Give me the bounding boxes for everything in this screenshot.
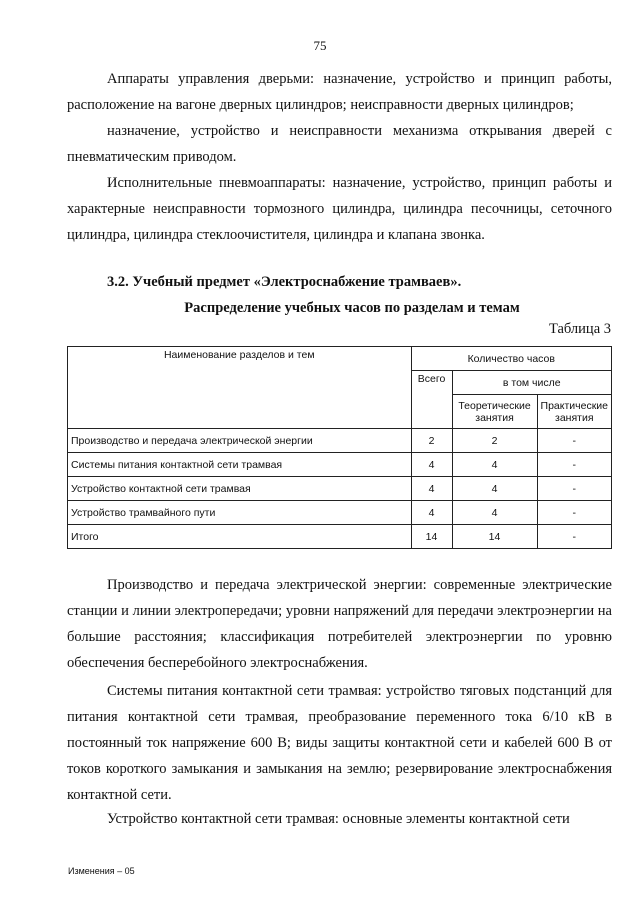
row-name: Устройство трамвайного пути xyxy=(68,501,412,525)
row-practice: - xyxy=(537,477,611,501)
table-heading: Распределение учебных часов по разделам и темам xyxy=(184,300,520,316)
paragraph-energy-production: Производство и передача электрической энергии: современные электрические станции и линии электропередачи; уровни напряжений для передачи электроэнергии на большие расстояния; классификация потребителей электроэнергии по уровню обеспечения бесперебойного электроснабжения. xyxy=(67,577,612,671)
row-theory: 4 xyxy=(452,477,537,501)
table-row xyxy=(68,453,612,477)
row-theory: 14 xyxy=(452,525,537,549)
row-theory: 2 xyxy=(452,429,537,453)
footer-note: Изменения – 05 xyxy=(68,866,135,876)
table-label: Таблица 3 xyxy=(548,321,611,337)
row-total: 14 xyxy=(411,525,452,549)
row-practice: - xyxy=(537,501,611,525)
row-theory: 4 xyxy=(452,453,537,477)
header-including: в том числе xyxy=(452,371,611,395)
paragraph-contact-network: Устройство контактной сети трамвая: основные элементы контактной сети xyxy=(107,811,570,827)
table-row xyxy=(68,501,612,525)
row-practice: - xyxy=(537,453,611,477)
header-total: Всего xyxy=(411,371,452,429)
header-theory: Теоретические занятия xyxy=(452,395,537,429)
row-practice: - xyxy=(537,525,611,549)
hours-table xyxy=(67,346,612,549)
row-name: Устройство контактной сети трамвая xyxy=(68,477,412,501)
paragraph-door-controls: Аппараты управления дверьми: назначение, устройство и принцип работы, расположение на вагоне дверных цилиндров; неисправности дверных цилиндров; xyxy=(67,71,612,113)
table-row xyxy=(68,429,612,453)
paragraph-door-mechanism: назначение, устройство и неисправности механизма открывания дверей с пневматическим приводом. xyxy=(67,123,612,165)
table-row-total xyxy=(68,525,612,549)
row-practice: - xyxy=(537,429,611,453)
row-total: 4 xyxy=(411,501,452,525)
page-number: 75 xyxy=(313,38,327,53)
row-name: Производство и передача электрической энергии xyxy=(68,429,412,453)
row-total: 4 xyxy=(411,453,452,477)
paragraph-power-supply: Системы питания контактной сети трамвая: устройство тяговых подстанций для питания контактной сети трамвая, преобразование переменного тока 6/10 кВ в постоянный ток напряжение 600 В; виды защиты контактной сети и кабелей 600 В от токов короткого замыкания и замыкания на землю; резервирование электроснабжения контактной сети. xyxy=(67,683,612,803)
row-name: Итого xyxy=(68,525,412,549)
table-row xyxy=(68,477,612,501)
header-hours: Количество часов xyxy=(411,347,611,371)
header-section-name: Наименование разделов и тем xyxy=(68,347,412,429)
row-total: 4 xyxy=(411,477,452,501)
row-total: 2 xyxy=(411,429,452,453)
row-name: Системы питания контактной сети трамвая xyxy=(68,453,412,477)
paragraph-pneumatic-devices: Исполнительные пневмоаппараты: назначение, устройство, принцип работы и характерные неисправности тормозного цилиндра, цилиндра песочницы, сеточного цилиндра, цилиндра стеклоочистителя, цилиндра и клапана звонка. xyxy=(67,175,612,243)
header-practice: Практические занятия xyxy=(537,395,611,429)
row-theory: 4 xyxy=(452,501,537,525)
section-heading: 3.2. Учебный предмет «Электроснабжение трамваев». xyxy=(107,274,462,290)
